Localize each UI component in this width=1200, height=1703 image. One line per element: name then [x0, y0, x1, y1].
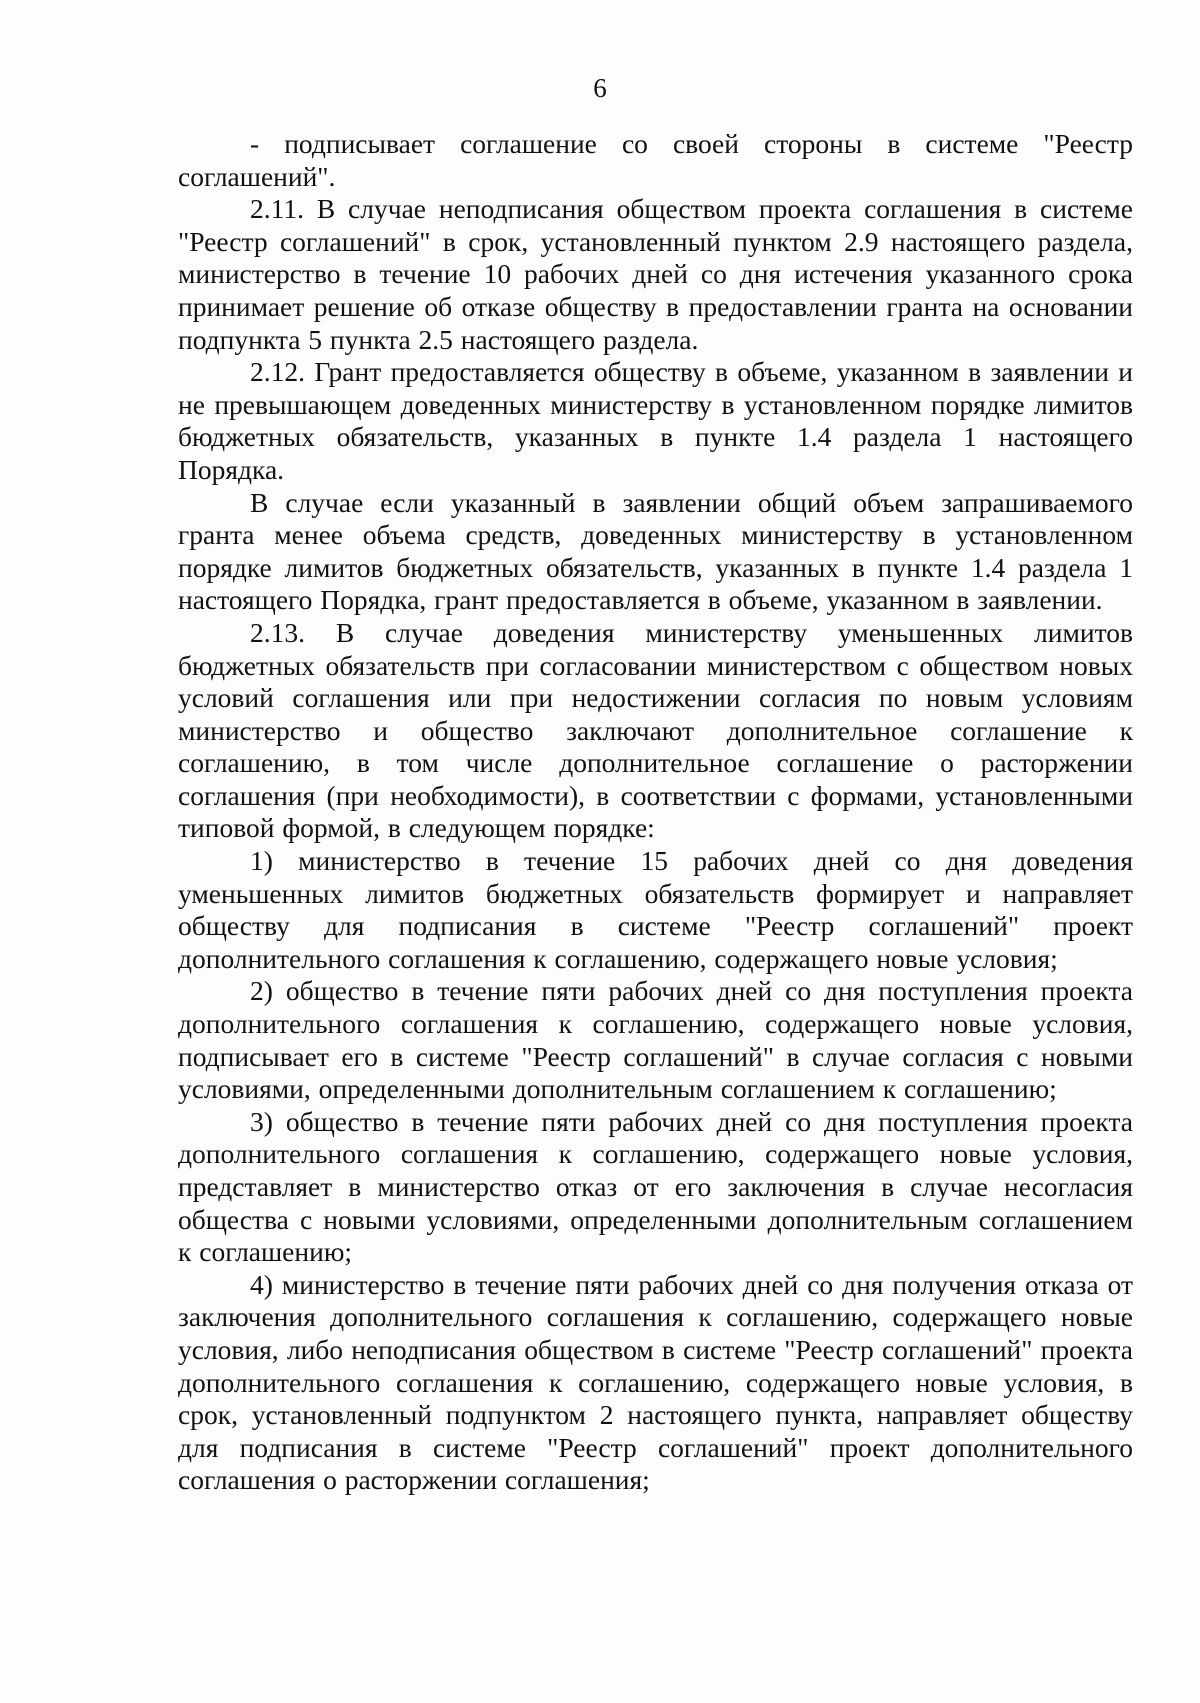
page-number: 6: [593, 73, 607, 103]
paragraph-2-12-case: В случае если указанный в заявлении общий объем запрашиваемого гранта менее объема средств, доведенных министерству в установленном порядке лимитов бюджетных обязательств, указанных в пункте 1.4 раздела 1 настоящего Порядка, грант предоставляется в объеме, указанном в заявлении.: [178, 486, 1133, 616]
paragraph-signing: - подписывает соглашение со своей стороны в системе "Реестр соглашений".: [178, 128, 1133, 192]
paragraph-2-13-item-1: 1) министерство в течение 15 рабочих дней со дня доведения уменьшенных лимитов бюджетных обязательств формирует и направляет обществу для подписания в системе "Реестр соглашений" проект дополнительного соглашения к соглашению, содержащего новые условия;: [178, 845, 1133, 974]
paragraph-2-13: 2.13. В случае доведения министерству уменьшенных лимитов бюджетных обязательств при согласовании министерством с обществом новых условий соглашения или при недостижении согласия по новым условиям министерство и общество заключают дополнительное соглашение к соглашению, в том числе дополнительное соглашение о расторжении соглашения (при необходимости), в соответствии с формами, установленными типовой формой, в следующем порядке:: [178, 616, 1133, 844]
paragraph-2-13-item-2: 2) общество в течение пяти рабочих дней со дня поступления проекта дополнительного соглашения к соглашению, содержащего новые условия, подписывает его в системе "Реестр соглашений" в случае согласия с новыми условиями, определенными дополнительным соглашением к соглашению;: [178, 975, 1133, 1105]
paragraph-2-12: 2.12. Грант предоставляется обществу в объеме, указанном в заявлении и не превышающем доведенных министерству в установленном порядке лимитов бюджетных обязательств, указанных в пункте 1.4 раздела 1 настоящего Порядка.: [178, 356, 1133, 485]
paragraph-2-13-item-4: 4) министерство в течение пяти рабочих дней со дня получения отказа от заключения дополнительного соглашения к соглашению, содержащего новые условия, либо неподписания обществом в системе "Реестр соглашений" проекта дополнительного соглашения к соглашению, содержащего новые условия, в срок, установленный подпунктом 2 настоящего пункта, направляет обществу для подписания в системе "Реестр соглашений" проект дополнительного соглашения о расторжении соглашения;: [178, 1268, 1133, 1496]
paragraph-2-11: 2.11. В случае неподписания обществом проекта соглашения в системе "Реестр соглашений" в срок, установленный пунктом 2.9 настоящего раздела, министерство в течение 10 рабочих дней со дня истечения указанного срока принимает решение об отказе обществу в предоставлении гранта на основании подпункта 5 пункта 2.5 настоящего раздела.: [178, 193, 1133, 355]
paragraph-2-13-item-3: 3) общество в течение пяти рабочих дней со дня поступления проекта дополнительного соглашения к соглашению, содержащего новые условия, представляет в министерство отказ от его заключения в случае несогласия общества с новыми условиями, определенными дополнительным соглашением к соглашению;: [178, 1105, 1133, 1268]
document-body: [178, 128, 1133, 1497]
